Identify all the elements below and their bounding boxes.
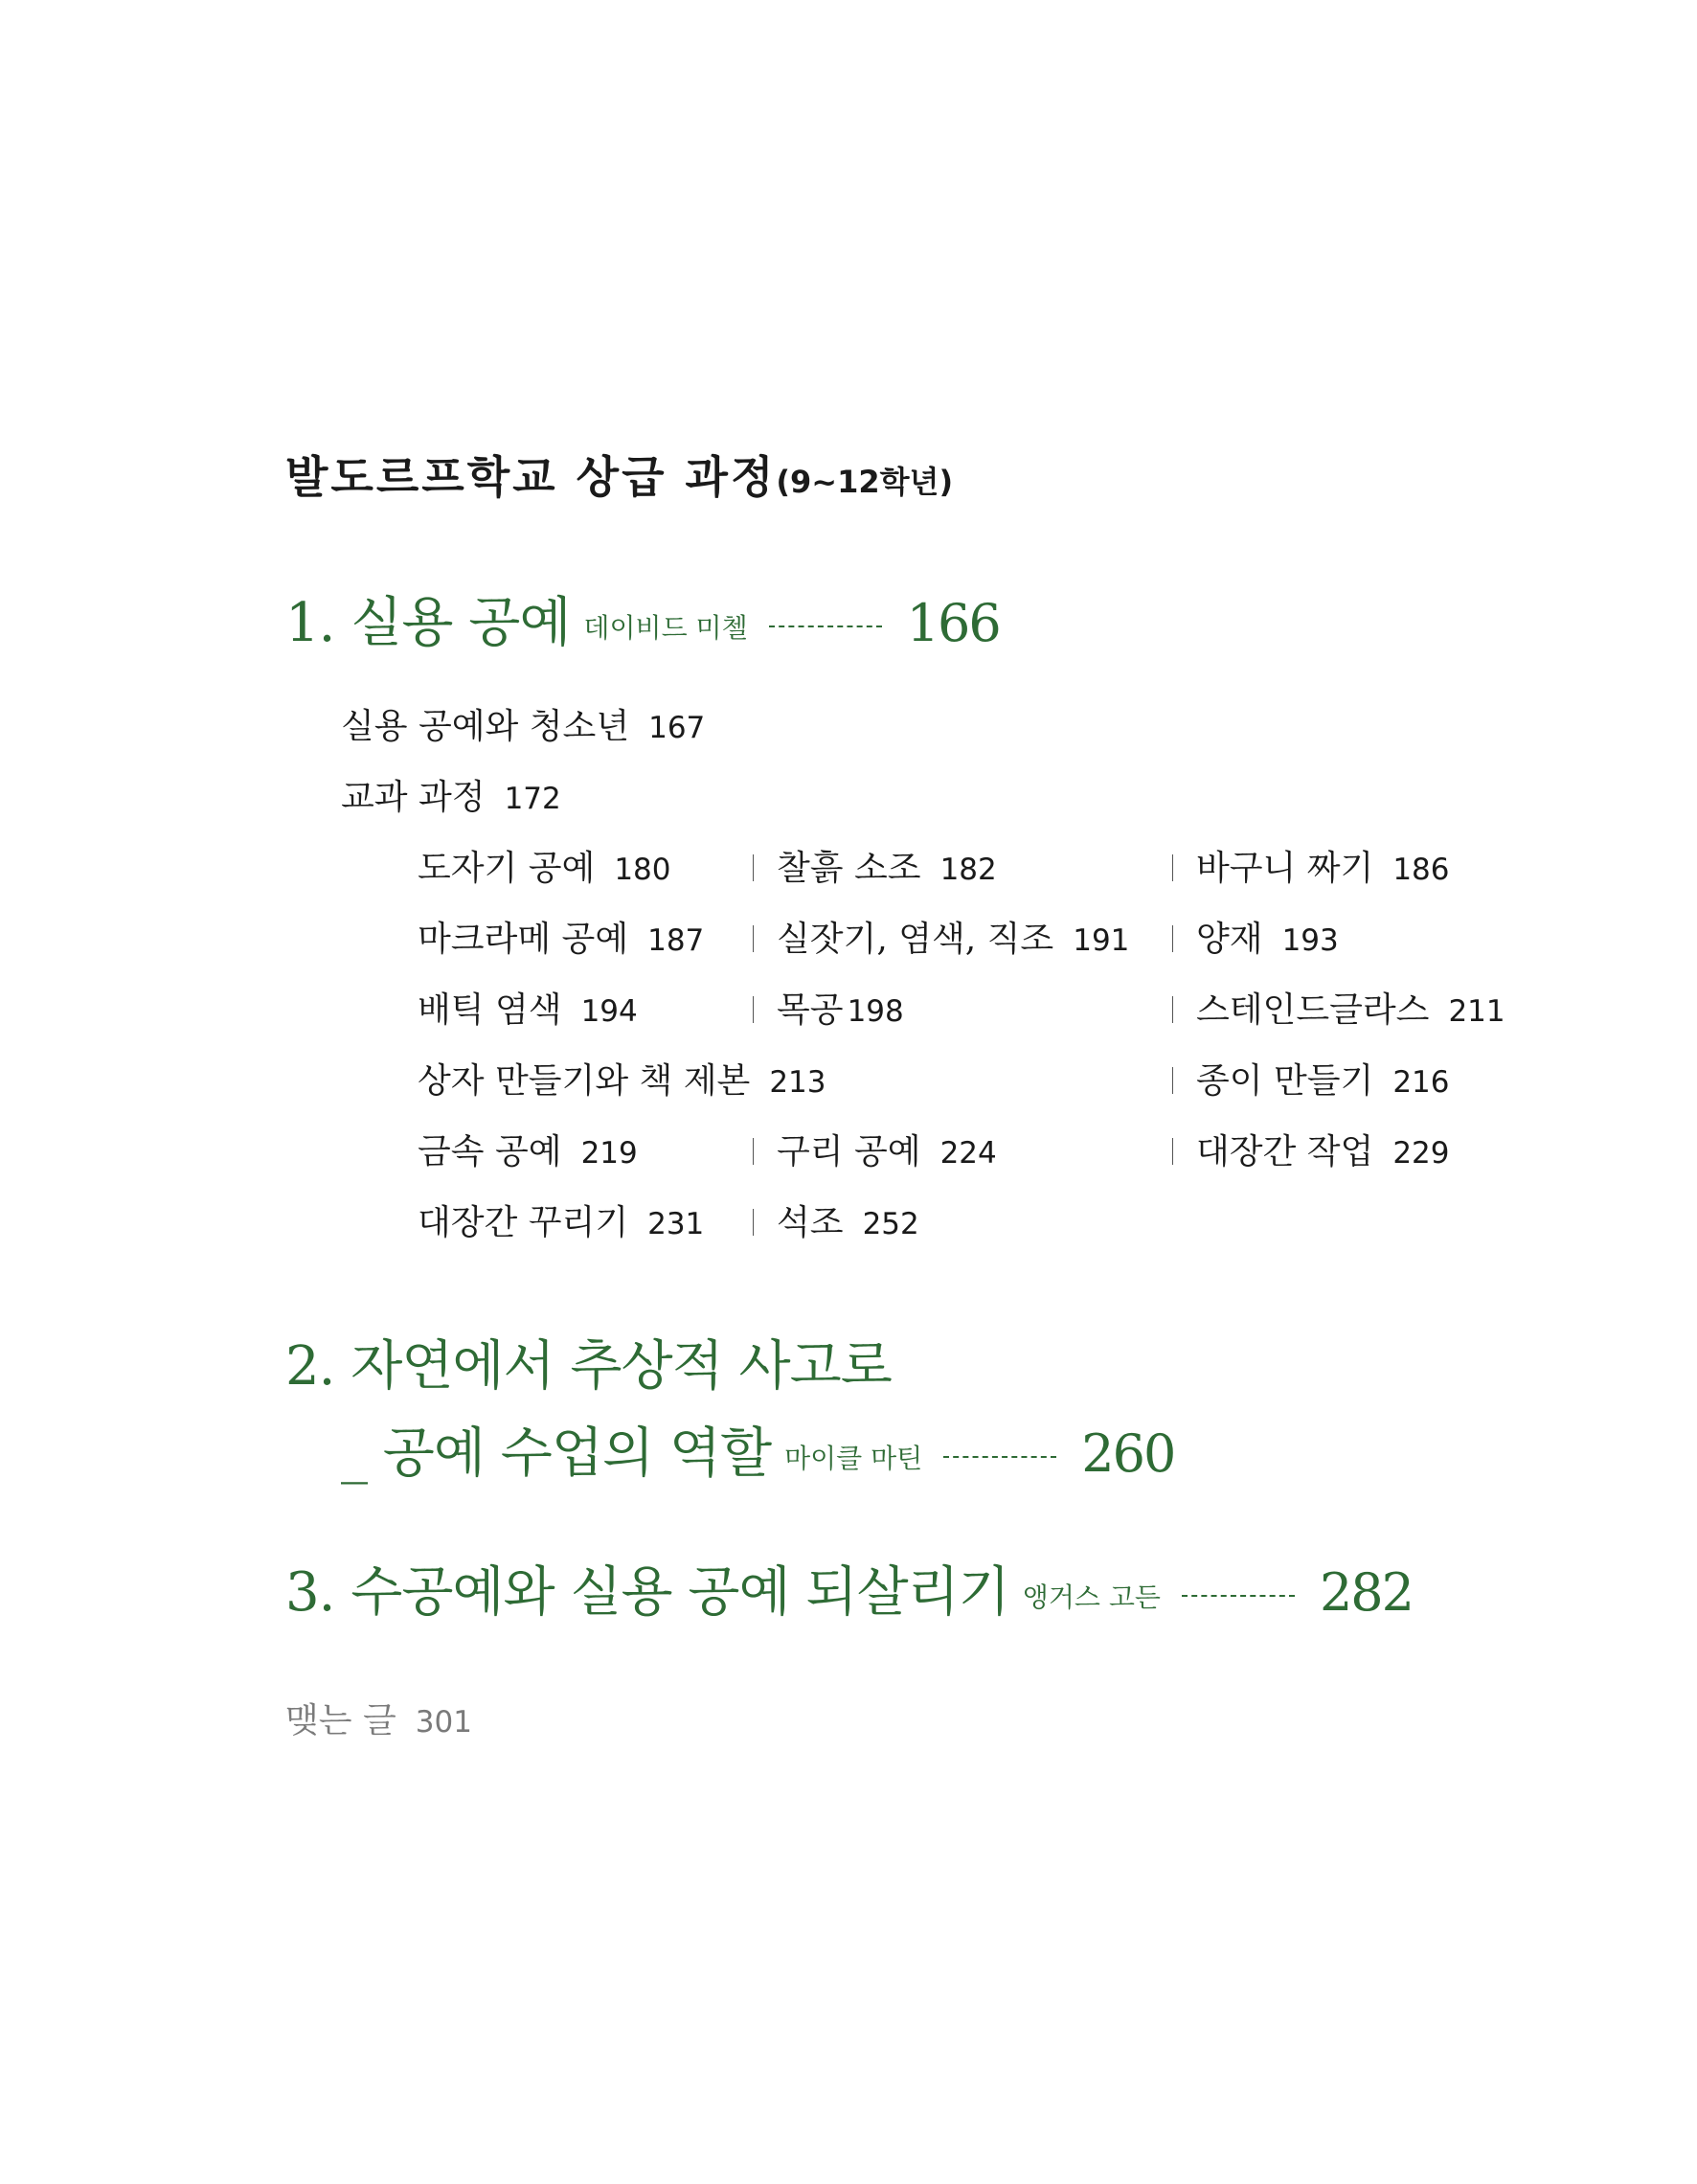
column-separator <box>753 996 754 1023</box>
toc-entry-label: 목공 <box>777 990 844 1030</box>
toc-grid-entry[interactable] <box>753 983 904 1032</box>
toc-grid-entry[interactable] <box>418 912 704 961</box>
toc-grid-row <box>0 1054 1697 1111</box>
toc-entry-page: 229 <box>1392 1136 1450 1171</box>
toc-entry-page: 252 <box>862 1207 919 1241</box>
toc-entry-label: 석조 <box>777 1203 844 1242</box>
toc-entry-label: 구리 공예 <box>777 1132 921 1172</box>
toc-entry-page: 191 <box>1073 923 1130 958</box>
section-author: 데이비드 미첼 <box>583 612 748 644</box>
toc-grid-row <box>0 1125 1697 1182</box>
toc-entry-page: 180 <box>614 853 671 887</box>
dot-leader <box>769 626 882 627</box>
toc-entry-label: 대장간 작업 <box>1196 1132 1374 1172</box>
toc-grid-entry[interactable] <box>418 983 638 1032</box>
toc-entry-label: 양재 <box>1196 920 1263 959</box>
toc-entry-label: 종이 만들기 <box>1196 1061 1374 1101</box>
page-title <box>285 443 953 506</box>
toc-entry-label: 마크라메 공예 <box>418 920 629 959</box>
toc-entry-page: 211 <box>1448 994 1505 1029</box>
column-separator <box>753 1209 754 1236</box>
closing-label: 맺는 글 <box>285 1701 396 1740</box>
toc-grid-entry[interactable] <box>753 841 997 890</box>
section-title-line2: _ 공예 수업의 역할 <box>341 1422 772 1485</box>
toc-grid-entry[interactable] <box>1172 841 1450 890</box>
toc-entry-page: 194 <box>580 994 638 1029</box>
toc-entry-page: 224 <box>939 1136 997 1171</box>
toc-entry-label: 실잣기, 염색, 직조 <box>777 920 1054 959</box>
column-separator <box>1172 1067 1173 1094</box>
section-title: 1. 실용 공예 <box>285 592 571 654</box>
toc-grid-entry[interactable] <box>418 1125 638 1173</box>
toc-entry-page: 193 <box>1281 923 1339 958</box>
toc-entry-label: 찰흙 소조 <box>777 849 921 888</box>
toc-entry-label: 금속 공예 <box>418 1132 562 1172</box>
toc-grid-entry[interactable] <box>418 841 671 890</box>
closing-page: 301 <box>415 1705 472 1740</box>
section-page-number: 166 <box>906 593 1000 653</box>
section-title-line1: 2. 자연에서 추상적 사고로 <box>285 1335 892 1398</box>
toc-entry-page: 219 <box>580 1136 638 1171</box>
toc-entry-page: 213 <box>769 1065 826 1100</box>
toc-entry-label: 교과 과정 <box>341 778 486 817</box>
column-separator <box>1172 996 1173 1023</box>
column-separator <box>1172 1138 1173 1165</box>
toc-entry-page: 231 <box>647 1207 705 1241</box>
section-page-number: 260 <box>1081 1423 1175 1484</box>
page-title-suffix: (9~12학년) <box>776 464 954 500</box>
section-page-number: 282 <box>1319 1562 1414 1623</box>
column-separator <box>753 1138 754 1165</box>
section-author: 마이클 마틴 <box>784 1443 923 1474</box>
dot-leader <box>1182 1595 1295 1597</box>
toc-entry-label: 상자 만들기와 책 제본 <box>418 1061 751 1101</box>
toc-grid-entry[interactable] <box>1172 983 1505 1032</box>
toc-grid-entry[interactable] <box>1172 1125 1450 1173</box>
section-2-heading[interactable] <box>285 1330 1174 1504</box>
toc-grid-entry[interactable] <box>753 1195 919 1244</box>
section-author: 앵거스 고든 <box>1022 1581 1161 1613</box>
section-title-line2-row <box>285 1417 1174 1504</box>
toc-grid-entry[interactable] <box>418 1195 704 1244</box>
closing-entry[interactable] <box>285 1694 472 1742</box>
toc-entry-label: 실용 공예와 청소년 <box>341 707 630 746</box>
toc-grid-row <box>0 841 1697 899</box>
toc-grid-row <box>0 912 1697 969</box>
column-separator <box>1172 854 1173 881</box>
toc-entry-page: 182 <box>939 853 997 887</box>
column-separator <box>1172 925 1173 952</box>
toc-entry[interactable] <box>341 770 561 819</box>
section-1-heading[interactable] <box>285 580 1000 657</box>
toc-entry[interactable] <box>341 699 705 748</box>
toc-grid-row <box>0 1195 1697 1253</box>
toc-entry-label: 대장간 꾸리기 <box>418 1203 629 1242</box>
toc-entry-label: 배틱 염색 <box>418 990 562 1030</box>
toc-entry-page: 216 <box>1392 1065 1450 1100</box>
toc-entry-page: 186 <box>1392 853 1450 887</box>
toc-grid-entry[interactable] <box>1172 912 1339 961</box>
section-3-heading[interactable] <box>285 1550 1413 1627</box>
toc-grid-row <box>0 983 1697 1040</box>
column-separator <box>753 925 754 952</box>
dot-leader <box>943 1456 1056 1458</box>
toc-grid-entry[interactable] <box>753 1125 997 1173</box>
toc-entry-label: 바구니 짜기 <box>1196 849 1374 888</box>
toc-grid-entry[interactable] <box>753 912 1129 961</box>
toc-entry-page: 198 <box>847 994 904 1029</box>
column-separator <box>753 854 754 881</box>
toc-entry-label: 스테인드글라스 <box>1196 990 1430 1030</box>
toc-entry-label: 도자기 공예 <box>418 849 596 888</box>
toc-entry-page: 167 <box>648 711 706 745</box>
toc-entry-page: 172 <box>504 782 561 816</box>
page-title-text: 발도르프학교 상급 과정 <box>285 451 777 503</box>
toc-grid-entry[interactable] <box>418 1054 826 1103</box>
section-title: 3. 수공예와 실용 공예 되살리기 <box>285 1561 1009 1624</box>
toc-grid-entry[interactable] <box>1172 1054 1450 1103</box>
toc-entry-page: 187 <box>647 923 705 958</box>
